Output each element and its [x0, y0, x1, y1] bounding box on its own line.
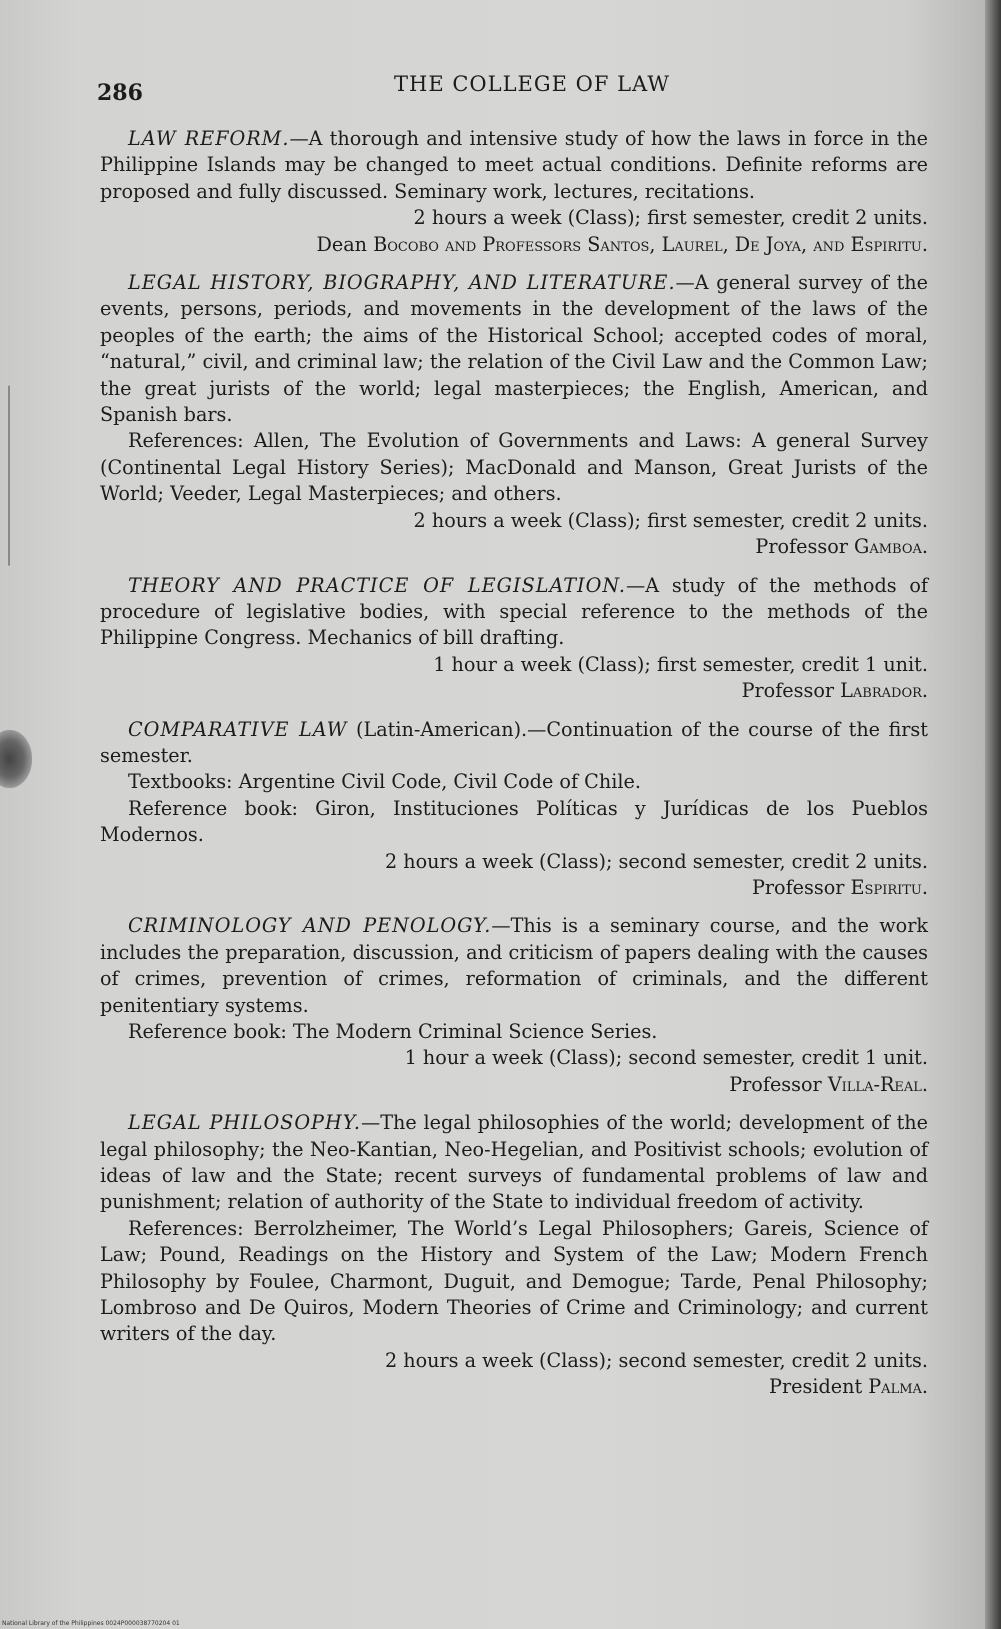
- course-instructor: [100, 678, 928, 704]
- instructor-prefix: Professor: [729, 1072, 828, 1096]
- course-description-text: —A general survey of the events, persons, periods, and movements in the development of the laws of the peoples of the earth; the aims of the Historical School; accepted codes of moral, “natural,” civil, and criminal law; the relation of the Civil Law and the Common Law; the great jurists of the world; legal masterpieces; the English, American, and Spanish bars.: [100, 271, 929, 427]
- course-description-text: —A study of the methods of procedure of legislative bodies, with special reference to the methods of the Philippine Congress. Mechanics of bill drafting.: [100, 573, 928, 650]
- course-schedule: 2 hours a week (Class); first semester, credit 2 units.: [413, 508, 928, 532]
- instructor-name: Gamboa.: [854, 535, 928, 559]
- course-listing: [100, 126, 928, 1401]
- course-instructor: [100, 534, 928, 560]
- course-description-text: —A thorough and intensive study of how the laws in force in the Philippine Islands may be changed to meet actual conditions. Definite reforms are proposed and fully discussed. Seminary work, lectures, recitations.: [100, 127, 928, 203]
- course-description: [100, 573, 928, 652]
- course-instructor: [100, 1374, 928, 1400]
- course-title: LEGAL HISTORY, BIOGRAPHY, AND LITERATURE.: [128, 271, 676, 295]
- instructor-prefix: President: [769, 1375, 869, 1399]
- course-description: [100, 1110, 928, 1216]
- instructor-name: Labrador.: [840, 679, 928, 703]
- course-description-text: —The legal philosophies of the world; development of the legal philosophy; the Neo-Kantian, Neo-Hegelian, and Positivist schools; evolution of ideas of law and the State; recent surveys of fundamental problems of law and punishment; relation of authority of the State to individual freedom of activity.: [100, 1111, 928, 1214]
- library-stamp: National Library of the Philippines 0024P000038770204 01: [2, 1620, 180, 1627]
- instructor-prefix: Dean: [316, 232, 374, 256]
- course-description: [100, 126, 928, 205]
- course-instructor: [100, 875, 928, 901]
- course-entry: [100, 1110, 928, 1400]
- course-schedule: 2 hours a week (Class); second semester, credit 2 units.: [384, 849, 928, 873]
- book-edge: [985, 0, 1001, 1629]
- instructor-prefix: Professor: [751, 875, 851, 899]
- course-reference: Reference book: The Modern Criminal Science Series.: [128, 1020, 658, 1043]
- course-title: CRIMINOLOGY AND PENOLOGY.: [128, 914, 492, 938]
- page-header: [97, 70, 927, 110]
- instructor-name: Espiritu.: [850, 875, 928, 899]
- course-description-text: —This is a seminary course, and the work includes the preparation, discussion, and criticism of papers dealing with the causes of crimes, prevention of crimes, reformation of criminals, and the different penitentiary systems.: [100, 914, 928, 1017]
- course-entry: [100, 913, 928, 1098]
- page-number: 286: [97, 80, 143, 106]
- instructor-name: Bocobo and Professors Santos, Laurel, De Joya, and Espiritu.: [373, 232, 928, 256]
- instructor-prefix: Professor: [755, 535, 855, 559]
- course-reference: References: Berrolzheimer, The World’s Legal Philosophers; Gareis, Science of Law; Pound, Readings on the History and System of the Law; Modern French Philosophy by Foulee, Charmont, Duguit, and Demogue; Tarde, Penal Philosophy; Lombroso and De Quiros, Modern Theories of Crime and Criminology; and current writers of the day.: [100, 1216, 928, 1346]
- instructor-name: Villa-Real.: [827, 1072, 928, 1096]
- course-entry: [100, 573, 928, 705]
- paper-crease: [0, 384, 10, 566]
- course-entry: [100, 126, 928, 258]
- course-description: [100, 717, 928, 770]
- course-description: [100, 270, 928, 428]
- instructor-name: Palma.: [868, 1375, 928, 1399]
- course-schedule: 1 hour a week (Class); first semester, credit 1 unit.: [433, 652, 928, 676]
- course-entry: [100, 717, 928, 902]
- course-instructor: [100, 1072, 928, 1098]
- course-title: THEORY AND PRACTICE OF LEGISLATION.: [128, 573, 627, 597]
- course-title: COMPARATIVE LAW: [128, 717, 348, 741]
- course-title: LAW REFORM.: [128, 127, 290, 150]
- course-title: LEGAL PHILOSOPHY.: [128, 1111, 361, 1135]
- course-reference: References: Allen, The Evolution of Governments and Laws: A general Survey (Continental Legal History Series); MacDonald and Manson, Great Jurists of the World; Veeder, Legal Masterpieces; and others.: [100, 429, 928, 506]
- course-instructor: [100, 232, 928, 258]
- course-schedule: 2 hours a week (Class); first semester, credit 2 units.: [413, 206, 928, 230]
- course-schedule: 2 hours a week (Class); second semester, credit 2 units.: [384, 1348, 928, 1372]
- course-description-text: (Latin-American).—Continuation of the course of the first semester.: [100, 717, 928, 767]
- running-title: THE COLLEGE OF LAW: [394, 72, 670, 96]
- course-reference: Textbooks: Argentine Civil Code, Civil Code of Chile.: [128, 770, 641, 794]
- binding-hole: [0, 730, 32, 788]
- course-reference: Reference book: Giron, Instituciones Políticas y Jurídicas de los Pueblos Modernos.: [100, 796, 928, 847]
- instructor-prefix: Professor: [741, 679, 841, 703]
- course-schedule: 1 hour a week (Class); second semester, credit 1 unit.: [404, 1046, 928, 1070]
- course-entry: [100, 270, 928, 560]
- course-description: [100, 913, 928, 1019]
